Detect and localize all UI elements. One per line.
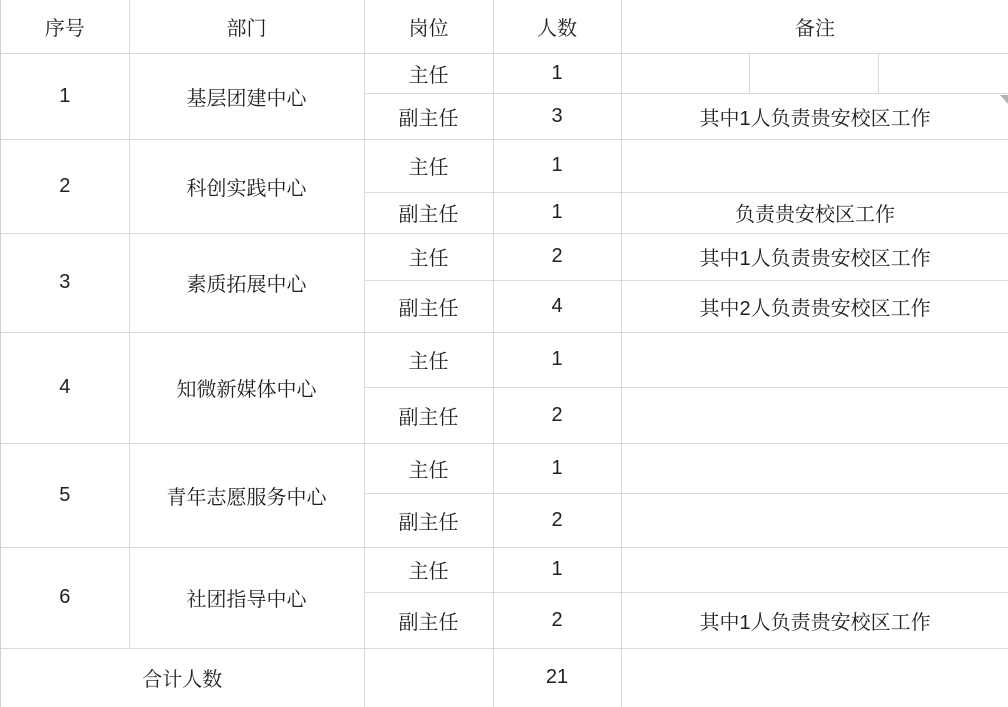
- remark-cell[interactable]: [621, 547, 1008, 592]
- count-cell[interactable]: 1: [493, 332, 621, 387]
- post-cell[interactable]: 副主任: [364, 93, 493, 139]
- index-cell[interactable]: 2: [1, 139, 129, 233]
- count-cell[interactable]: 1: [493, 53, 621, 93]
- header-row: [1, 0, 1008, 53]
- total-post-cell[interactable]: [364, 648, 493, 707]
- index-cell[interactable]: 5: [1, 443, 129, 547]
- post-cell[interactable]: 副主任: [364, 592, 493, 648]
- post-cell[interactable]: 主任: [364, 443, 493, 493]
- count-cell[interactable]: 2: [493, 592, 621, 648]
- overflow-corner-triangle-icon: [1000, 95, 1008, 105]
- post-cell[interactable]: 主任: [364, 53, 493, 93]
- total-label-cell[interactable]: 合计人数: [1, 648, 364, 707]
- count-cell[interactable]: 2: [493, 493, 621, 547]
- count-cell[interactable]: 2: [493, 233, 621, 280]
- post-cell[interactable]: 副主任: [364, 493, 493, 547]
- remark-cell[interactable]: [621, 332, 1008, 387]
- count-cell[interactable]: 1: [493, 139, 621, 192]
- count-cell[interactable]: 4: [493, 280, 621, 332]
- count-cell[interactable]: 1: [493, 443, 621, 493]
- total-remark-cell[interactable]: [621, 648, 1008, 707]
- dept-cell[interactable]: 青年志愿服务中心: [129, 443, 364, 547]
- post-cell[interactable]: 主任: [364, 332, 493, 387]
- dept-cell[interactable]: 科创实践中心: [129, 139, 364, 233]
- table-row: [1, 332, 1008, 387]
- header-cell-post[interactable]: 岗位: [364, 0, 493, 53]
- header-cell-dept[interactable]: 部门: [129, 0, 364, 53]
- header-cell-remark[interactable]: 备注: [621, 0, 1008, 53]
- remark-cell[interactable]: [621, 93, 1008, 139]
- index-cell[interactable]: 6: [1, 547, 129, 648]
- remark-cell[interactable]: [878, 53, 1008, 93]
- header-cell-index[interactable]: 序号: [1, 0, 129, 53]
- count-cell[interactable]: 1: [493, 547, 621, 592]
- remark-cell[interactable]: [621, 443, 1008, 493]
- dept-cell[interactable]: 社团指导中心: [129, 547, 364, 648]
- header-cell-count[interactable]: 人数: [493, 0, 621, 53]
- staffing-table: [1, 0, 1008, 707]
- remark-cell[interactable]: 其中1人负责贵安校区工作: [621, 592, 1008, 648]
- remark-cell[interactable]: [621, 387, 1008, 443]
- dept-cell[interactable]: 基层团建中心: [129, 53, 364, 139]
- count-cell[interactable]: 3: [493, 93, 621, 139]
- remark-cell[interactable]: [749, 53, 878, 93]
- remark-cell[interactable]: 其中1人负责贵安校区工作: [621, 233, 1008, 280]
- remark-cell[interactable]: [621, 53, 749, 93]
- table-row: [1, 139, 1008, 192]
- post-cell[interactable]: 主任: [364, 233, 493, 280]
- table-row: [1, 53, 1008, 93]
- total-count-cell[interactable]: 21: [493, 648, 621, 707]
- remark-cell[interactable]: 其中2人负责贵安校区工作: [621, 280, 1008, 332]
- post-cell[interactable]: 副主任: [364, 192, 493, 233]
- total-row: [1, 648, 1008, 707]
- remark-cell[interactable]: [621, 493, 1008, 547]
- table-row: [1, 233, 1008, 280]
- table-row: [1, 443, 1008, 493]
- remark-cell[interactable]: [621, 139, 1008, 192]
- post-cell[interactable]: 主任: [364, 139, 493, 192]
- count-cell[interactable]: 1: [493, 192, 621, 233]
- table-row: [1, 547, 1008, 592]
- index-cell[interactable]: 4: [1, 332, 129, 443]
- dept-cell[interactable]: 知微新媒体中心: [129, 332, 364, 443]
- remark-cell[interactable]: 负责贵安校区工作: [621, 192, 1008, 233]
- post-cell[interactable]: 副主任: [364, 387, 493, 443]
- index-cell[interactable]: 3: [1, 233, 129, 332]
- post-cell[interactable]: 副主任: [364, 280, 493, 332]
- remark-text: 其中1人负责贵安校区工作: [699, 107, 931, 130]
- dept-cell[interactable]: 素质拓展中心: [129, 233, 364, 332]
- index-cell[interactable]: 1: [1, 53, 129, 139]
- count-cell[interactable]: 2: [493, 387, 621, 443]
- post-cell[interactable]: 主任: [364, 547, 493, 592]
